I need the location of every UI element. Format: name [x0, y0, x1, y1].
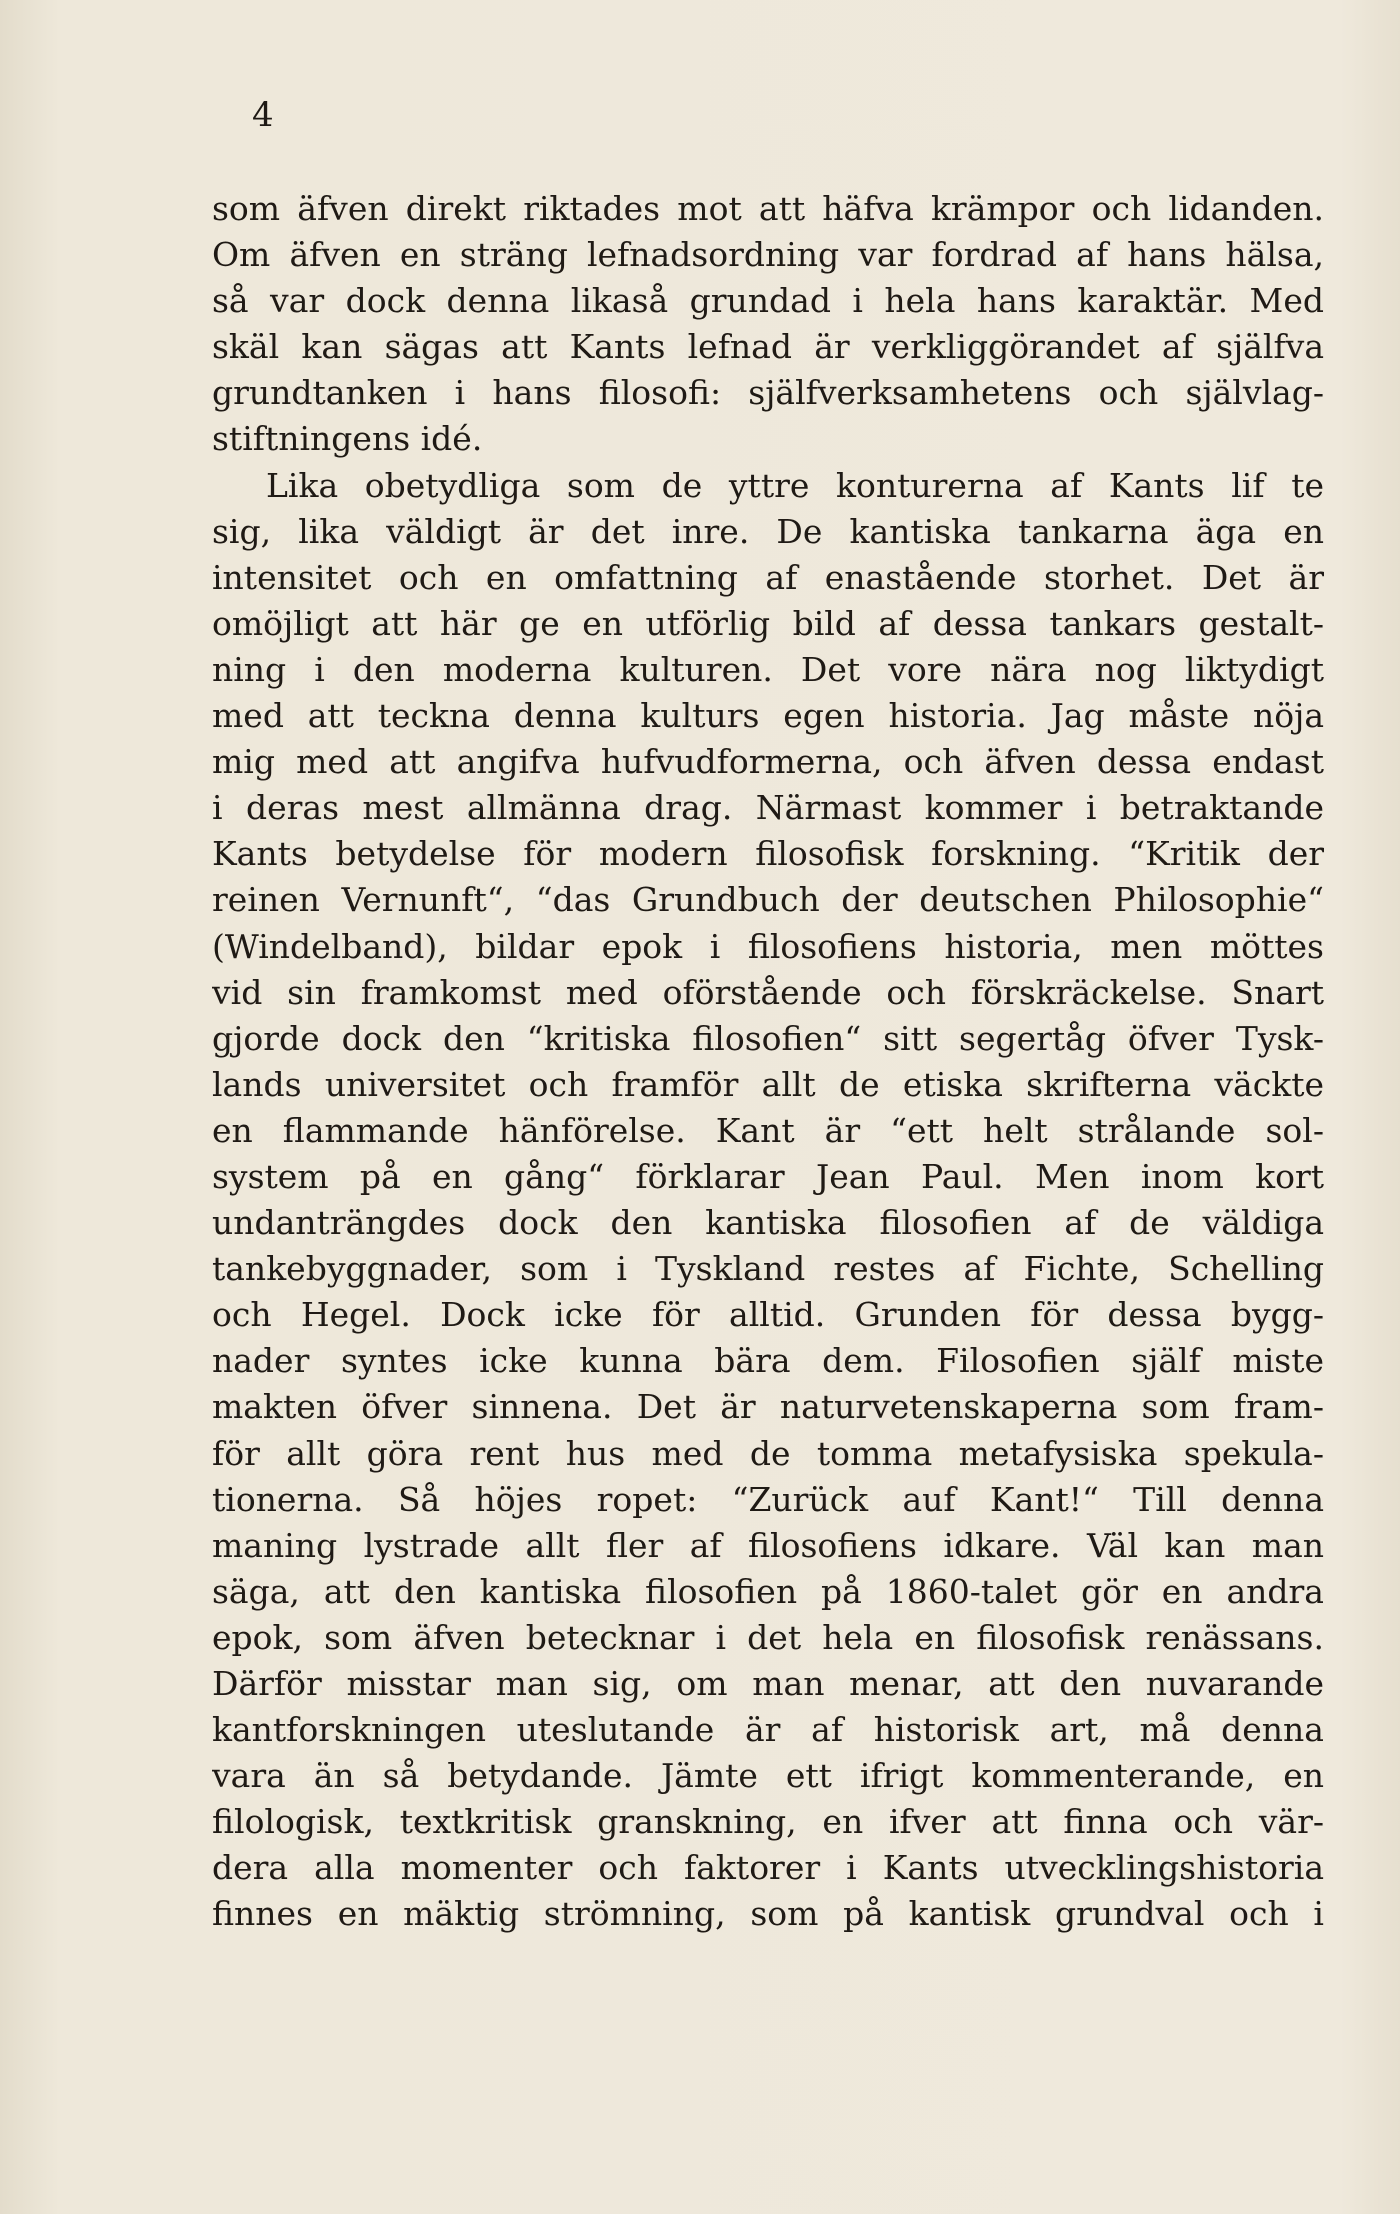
text-line: med att teckna denna kulturs egen historia. Jag måste nöja — [212, 696, 1324, 736]
text-line: en flammande hänförelse. Kant är “ett helt strålande sol- — [212, 1110, 1324, 1150]
text-line: Om äfven en sträng lefnadsordning var fordrad af hans hälsa, — [212, 235, 1324, 275]
text-line: nader syntes icke kunna bära dem. Filosofien själf miste — [212, 1341, 1324, 1381]
body-text — [212, 186, 1324, 1938]
text-line: finnes en mäktig strömning, som på kantisk grundval och i — [212, 1894, 1324, 1934]
page-number: 4 — [252, 95, 274, 135]
text-line: stiftningens idé. — [212, 419, 483, 459]
text-line: vid sin framkomst med oförstående och förskräckelse. Snart — [212, 972, 1324, 1012]
text-line: i deras mest allmänna drag. Närmast kommer i betraktande — [212, 788, 1324, 828]
text-line: ning i den moderna kulturen. Det vore nära nog liktydigt — [212, 649, 1324, 689]
text-line: för allt göra rent hus med de tomma metafysiska spekula- — [212, 1433, 1324, 1473]
text-line: Lika obetydliga som de yttre konturerna af Kants lif te — [266, 465, 1324, 505]
text-line: undanträngdes dock den kantiska filosofien af de väldiga — [212, 1203, 1324, 1243]
text-line: dera alla momenter och faktorer i Kants utvecklingshistoria — [212, 1848, 1324, 1888]
text-line: filologisk, textkritisk granskning, en ifver att finna och vär- — [212, 1802, 1324, 1842]
text-line: säga, att den kantiska filosofien på 1860-talet gör en andra — [212, 1571, 1324, 1611]
text-line: Kants betydelse för modern filosofisk forskning. “Kritik der — [212, 834, 1324, 874]
text-line: sig, lika väldigt är det inre. De kantiska tankarna äga en — [212, 511, 1324, 551]
text-line: och Hegel. Dock icke för alltid. Grunden för dessa bygg- — [212, 1295, 1324, 1335]
text-line: Därför misstar man sig, om man menar, att den nuvarande — [212, 1664, 1324, 1703]
text-line: system på en gång“ förklarar Jean Paul. Men inom kort — [212, 1156, 1324, 1196]
text-line: epok, som äfven betecknar i det hela en filosofisk renässans. — [212, 1617, 1324, 1657]
text-line: omöjligt att här ge en utförlig bild af dessa tankars gestalt- — [212, 603, 1324, 643]
text-line: som äfven direkt riktades mot att häfva krämpor och lidanden. — [212, 189, 1324, 228]
text-line: lands universitet och framför allt de etiska skrifterna väckte — [212, 1064, 1324, 1104]
text-line: makten öfver sinnena. Det är naturvetenskaperna som fram- — [212, 1387, 1324, 1427]
text-line: vara än så betydande. Jämte ett ifrigt kommenterande, en — [212, 1756, 1324, 1796]
text-line: mig med att angifva hufvudformerna, och äfven dessa endast — [212, 742, 1324, 782]
text-line: (Windelband), bildar epok i filosofiens historia, men möttes — [212, 926, 1324, 966]
text-line: grundtanken i hans filosofi: själfverksamhetens och självlag- — [212, 373, 1324, 413]
text-line: intensitet och en omfattning af enastående storhet. Det är — [212, 557, 1324, 597]
text-line: tionerna. Så höjes ropet: “Zurück auf Kant!“ Till denna — [212, 1479, 1324, 1519]
text-line: tankebyggnader, som i Tyskland restes af Fichte, Schelling — [212, 1249, 1324, 1289]
text-line: reinen Vernunft“, “das Grundbuch der deutschen Philosophie“ — [212, 880, 1324, 920]
text-line: så var dock denna likaså grundad i hela hans karaktär. Med — [212, 281, 1324, 321]
text-line: maning lystrade allt fler af filosofiens idkare. Väl kan man — [212, 1525, 1324, 1565]
text-line: kantforskningen uteslutande är af historisk art, må denna — [212, 1710, 1324, 1750]
text-line: gjorde dock den “kritiska filosofien“ sitt segertåg öfver Tysk- — [212, 1018, 1324, 1058]
text-line: skäl kan sägas att Kants lefnad är verkliggörandet af själfva — [212, 327, 1324, 367]
